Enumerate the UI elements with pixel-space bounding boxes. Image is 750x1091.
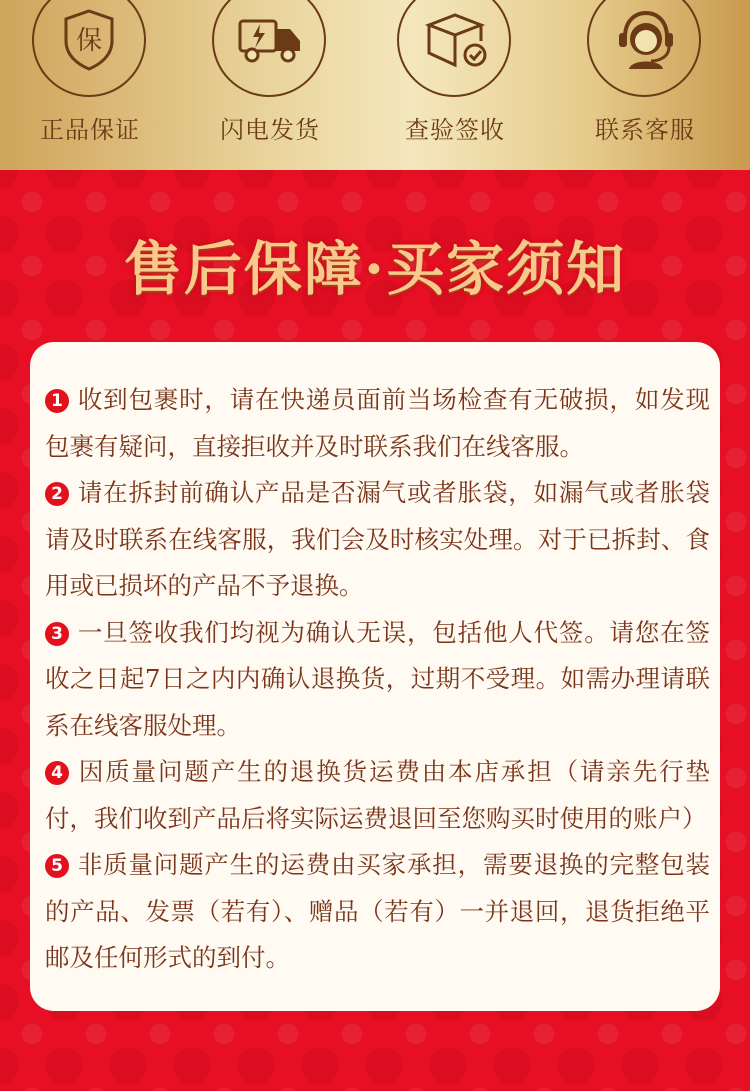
notice-item [45,610,710,750]
feature-label: 闪电发货 [220,116,320,144]
feature-contact [555,0,735,170]
notice-text: 收到包裹时，请在快递员面前当场检查有无破损，如发现包裹有疑问，直接拒收并及时联系我们在线客服。 [45,385,710,461]
feature-fast-shipping [180,0,360,170]
page-title: 售后保障·买家须知 [123,235,627,303]
notice-item [45,749,710,842]
feature-label: 联系客服 [595,116,695,144]
truck-icon [212,0,326,97]
service-banner [0,0,750,170]
shield-icon [32,0,146,97]
notice-item [45,377,710,470]
package-check-icon [397,0,511,97]
number-badge: 3 [45,622,69,646]
number-badge: 1 [45,389,69,413]
number-badge: 2 [45,482,69,506]
number-badge: 4 [45,761,69,785]
notice-text: 请在拆封前确认产品是否漏气或者胀袋，如漏气或者胀袋请及时联系在线客服，我们会及时核实处理。对于已拆封、食用或已损坏的产品不予退换。 [45,478,710,600]
notice-card [30,342,720,1011]
notice-item [45,470,710,610]
notice-text: 一旦签收我们均视为确认无误，包括他人代签。请您在签收之日起7日之内内确认退换货，过期不受理。如需办理请联系在线客服处理。 [45,617,710,740]
notice-text: 因质量问题产生的退换货运费由本店承担（请亲先行垫付，我们收到产品后将实际运费退回至您购买时使用的账户） [45,757,710,833]
feature-inspect [365,0,545,170]
svg-text:保: 保 [75,26,103,56]
number-badge: 5 [45,854,69,878]
feature-label: 正品保证 [40,116,140,144]
feature-authentic [0,0,180,170]
feature-label: 查验签收 [405,116,505,144]
customer-service-icon [587,0,701,97]
notice-text: 非质量问题产生的运费由买家承担，需要退换的完整包装的产品、发票（若有）、赠品（若有）一并退回，退货拒绝平邮及任何形式的到付。 [45,850,710,972]
notice-list [45,377,710,982]
notice-item [45,842,710,982]
